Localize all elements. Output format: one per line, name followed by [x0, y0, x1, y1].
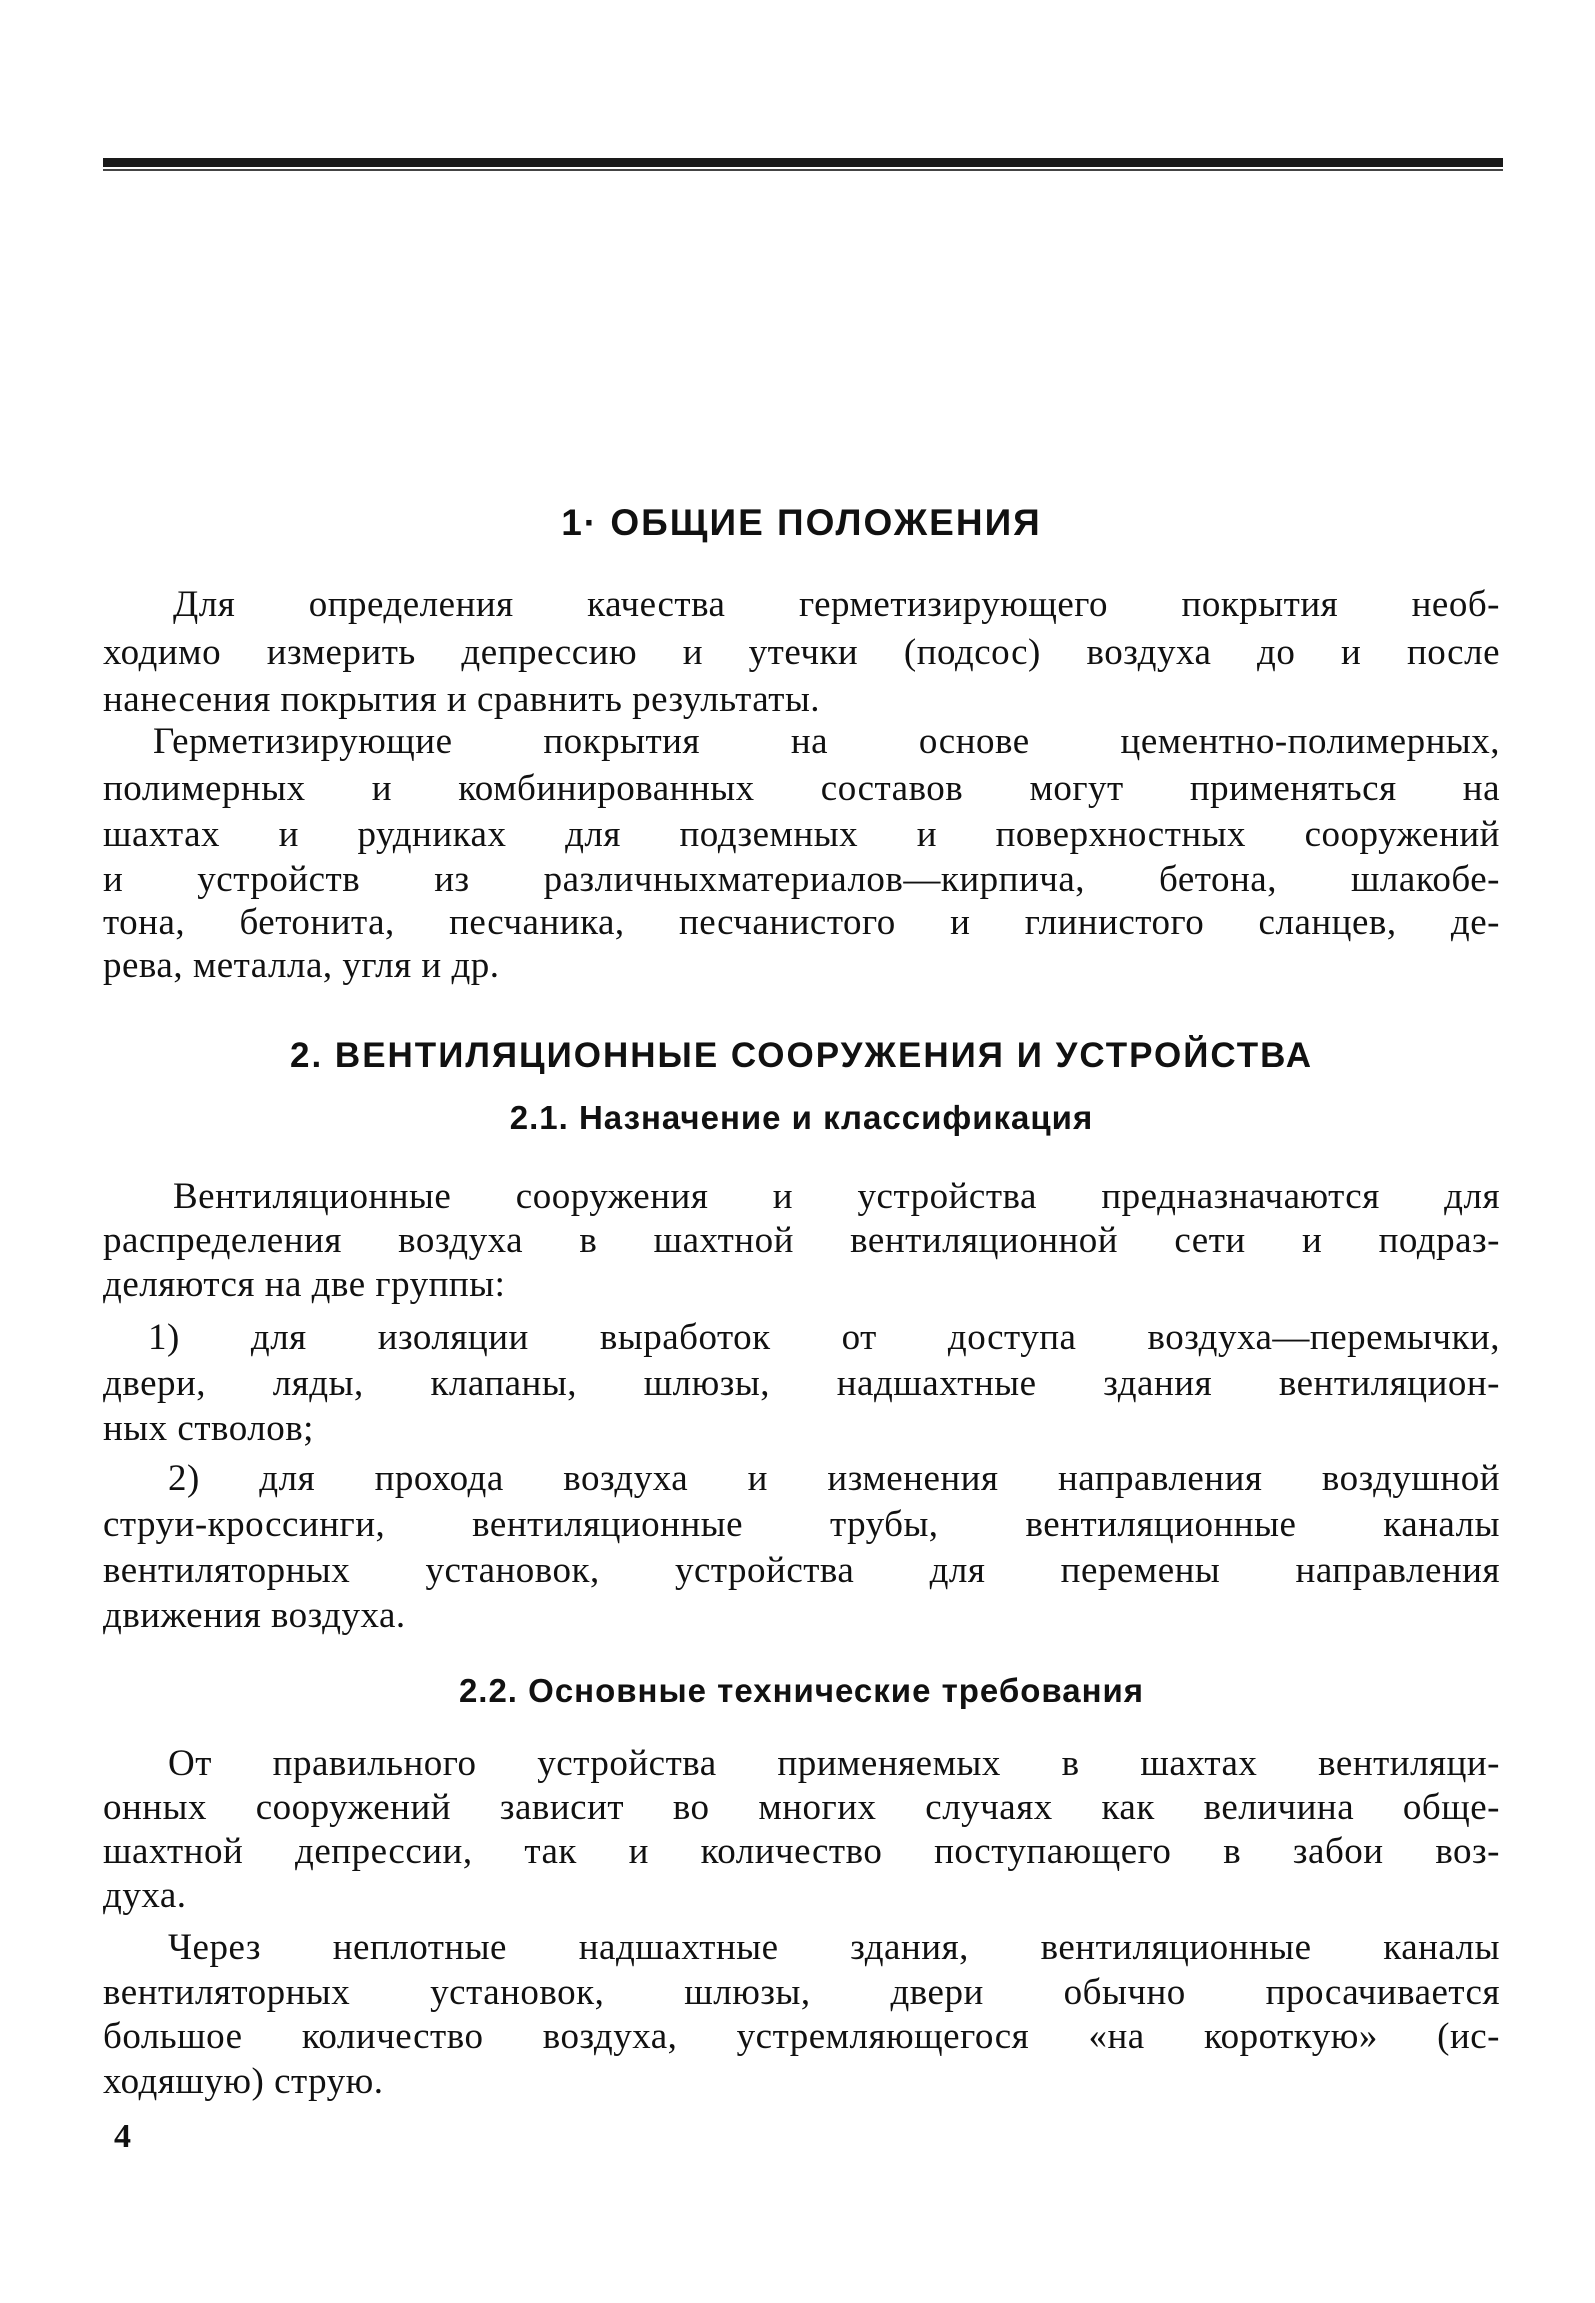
paragraph-line: полимерных и комбинированных составов могут применяться на [103, 768, 1500, 809]
paragraph-first-line: Через неплотные надшахтные здания, вентиляционные каналы [168, 1927, 1500, 1968]
paragraph-line: духа. [103, 1875, 187, 1916]
paragraph-line: онных сооружений зависит во многих случаях как величина обще- [103, 1787, 1500, 1828]
paragraph-line: движения воздуха. [103, 1595, 406, 1636]
paragraph-line: распределения воздуха в шахтной вентиляционной сети и подраз- [103, 1220, 1500, 1261]
paragraph-line: шахтах и рудниках для подземных и поверхностных сооружений [103, 814, 1500, 855]
paragraph-first-line: 1) для изоляции выработок от доступа воздуха—перемычки, [148, 1317, 1500, 1358]
paragraph-first-line: Для определения качества герметизирующего покрытия необ- [173, 584, 1500, 625]
section-1-heading: 1· ОБЩИЕ ПОЛОЖЕНИЯ [561, 502, 1042, 543]
paragraph-line: рева, металла, угля и др. [103, 945, 500, 986]
paragraph-line: шахтной депрессии, так и количество поступающего в забои воз- [103, 1831, 1500, 1872]
paragraph-line: нанесения покрытия и сравнить результаты. [103, 679, 821, 720]
paragraph-line: и устройств из различныхматериалов—кирпича, бетона, шлакобе- [103, 859, 1500, 900]
paragraph-line: вентиляторных установок, устройства для перемены направления [103, 1550, 1500, 1591]
section-2-heading: 2. ВЕНТИЛЯЦИОННЫЕ СООРУЖЕНИЯ И УСТРОЙСТВА [290, 1036, 1313, 1075]
page-number: 4 [114, 2118, 131, 2155]
paragraph-line: двери, ляды, клапаны, шлюзы, надшахтные здания вентиляцион- [103, 1363, 1500, 1404]
paragraph-line: тона, бетонита, песчаника, песчанистого и глинистого сланцев, де- [103, 902, 1500, 943]
paragraph-first-line: 2) для прохода воздуха и изменения направления воздушной [168, 1458, 1500, 1499]
paragraph-first-line: Герметизирующие покрытия на основе цементно-полимерных, [153, 721, 1500, 762]
paragraph-line: деляются на две группы: [103, 1264, 506, 1305]
subsection-2-2-heading: 2.2. Основные технические требования [458, 1672, 1145, 1709]
top-rule-thin [103, 169, 1503, 171]
paragraph-line: ходяшую) струю. [103, 2061, 384, 2102]
paragraph-first-line: Вентиляционные сооружения и устройства предназначаются для [173, 1176, 1500, 1217]
paragraph-line: вентиляторных установок, шлюзы, двери обычно просачивается [103, 1972, 1500, 2013]
subsection-2-1-heading: 2.1. Назначение и классификация [509, 1099, 1094, 1136]
paragraph-line: ных стволов; [103, 1408, 314, 1449]
paragraph-line: большое количество воздуха, устремляющегося «на короткую» (ис- [103, 2016, 1500, 2057]
top-rule [103, 158, 1503, 167]
paragraph-first-line: От правильного устройства применяемых в шахтах вентиляци- [168, 1743, 1500, 1784]
paragraph-line: ходимо измерить депрессию и утечки (подсос) воздуха до и после [103, 632, 1500, 673]
paragraph-line: струи-кроссинги, вентиляционные трубы, вентиляционные каналы [103, 1504, 1500, 1545]
